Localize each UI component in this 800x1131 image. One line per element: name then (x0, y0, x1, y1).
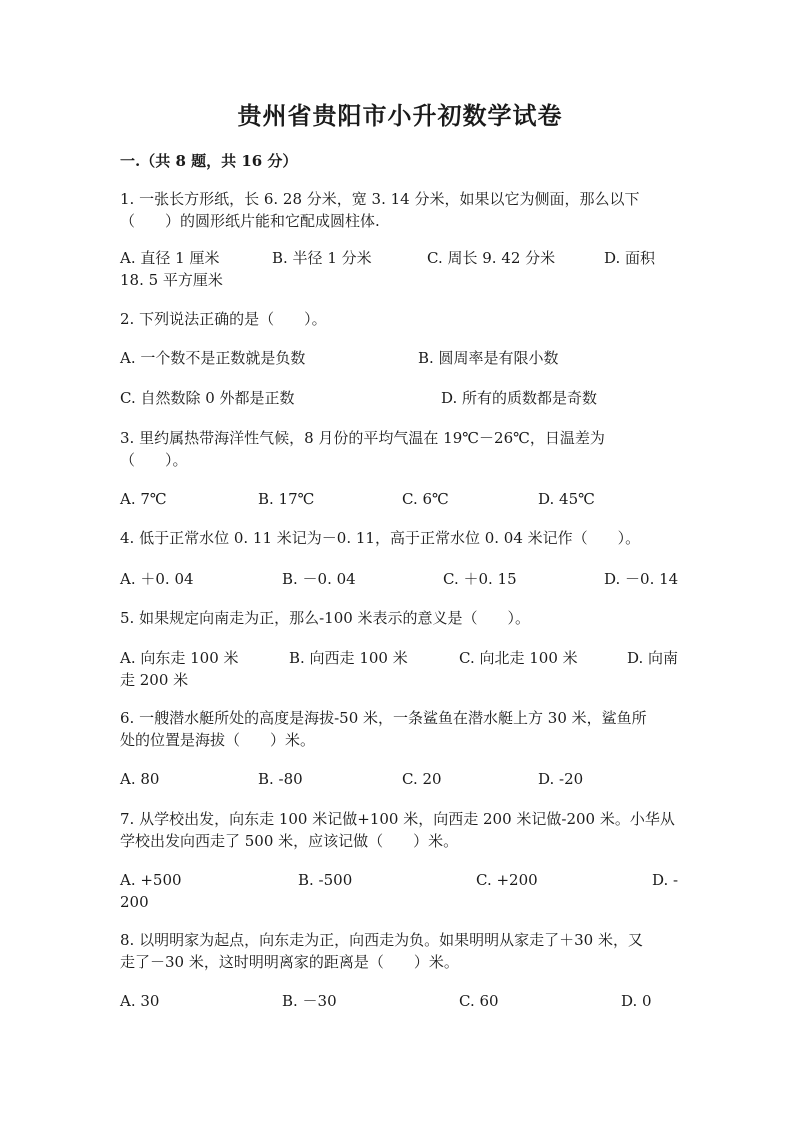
question-6-option-c: C. 20 (402, 770, 442, 788)
question-7-option-d-wrap: 200 (120, 893, 149, 911)
question-8-option-c: C. 60 (459, 992, 499, 1010)
question-3-line-1: 3. 里约属热带海洋性气候，8 月份的平均气温在 19℃－26℃，日温差为 (120, 429, 605, 447)
question-6-option-b: B. -80 (258, 770, 303, 788)
question-1-line-1: 1. 一张长方形纸，长 6. 28 分米，宽 3. 14 分米，如果以它为侧面，那么以下 (120, 190, 640, 208)
question-5-option-a: A. 向东走 100 米 (120, 649, 239, 667)
question-4-option-d: D. －0. 14 (604, 570, 679, 588)
page-title: 贵州省贵阳市小升初数学试卷 (237, 101, 563, 130)
question-3-option-b: B. 17℃ (258, 490, 315, 508)
question-1-option-d: D. 面积 (604, 249, 656, 267)
question-5-line-1: 5. 如果规定向南走为正，那么-100 米表示的意义是（ ）。 (120, 609, 531, 627)
question-3-option-d: D. 45℃ (538, 490, 595, 508)
question-6-line-1: 6. 一艘潜水艇所处的高度是海拔-50 米，一条鲨鱼在潜水艇上方 30 米，鲨鱼所 (120, 709, 647, 727)
question-7-option-c: C. +200 (476, 871, 538, 889)
question-2-option-d: D. 所有的质数都是奇数 (441, 389, 598, 407)
question-7-line-2: 学校出发向西走了 500 米，应该记做（ ）米。 (120, 832, 459, 850)
question-3-option-c: C. 6℃ (402, 490, 449, 508)
question-7-line-1: 7. 从学校出发，向东走 100 米记做+100 米，向西走 200 米记做-200 米。小华从 (120, 810, 675, 828)
question-4-option-a: A. ＋0. 04 (120, 570, 194, 588)
question-6-option-d: D. -20 (538, 770, 584, 788)
question-5-option-d-wrap: 走 200 米 (120, 671, 189, 689)
question-5-option-c: C. 向北走 100 米 (459, 649, 578, 667)
question-8-line-2: 走了－30 米，这时明明离家的距离是（ ）米。 (120, 953, 459, 971)
question-3-line-2: （ ）。 (120, 451, 188, 469)
question-8-line-1: 8. 以明明家为起点，向东走为正，向西走为负。如果明明从家走了＋30 米，又 (120, 931, 643, 949)
question-1-option-a: A. 直径 1 厘米 (120, 249, 220, 267)
question-1-option-d-wrap: 18. 5 平方厘米 (120, 271, 223, 289)
question-1-line-2: （ ）的圆形纸片能和它配成圆柱体. (120, 212, 380, 230)
question-5-option-d: D. 向南 (627, 649, 679, 667)
question-2-option-b: B. 圆周率是有限小数 (418, 349, 559, 367)
question-4-line-1: 4. 低于正常水位 0. 11 米记为－0. 11，高于正常水位 0. 04 米记作（ ）。 (120, 529, 641, 547)
question-2-line-1: 2. 下列说法正确的是（ ）。 (120, 310, 327, 328)
question-5-option-b: B. 向西走 100 米 (289, 649, 408, 667)
section-heading: 一.（共 8 题，共 16 分） (120, 152, 298, 170)
question-7-option-b: B. -500 (298, 871, 353, 889)
question-8-option-a: A. 30 (120, 992, 160, 1010)
question-6-line-2: 处的位置是海拔（ ）米。 (120, 731, 316, 749)
question-8-option-d: D. 0 (621, 992, 652, 1010)
question-4-option-c: C. ＋0. 15 (443, 570, 517, 588)
question-1-option-c: C. 周长 9. 42 分米 (427, 249, 556, 267)
question-6-option-a: A. 80 (120, 770, 160, 788)
question-7-option-a: A. +500 (120, 871, 182, 889)
question-4-option-b: B. －0. 04 (282, 570, 356, 588)
question-2-option-c: C. 自然数除 0 外都是正数 (120, 389, 295, 407)
question-7-option-d: D. - (652, 871, 679, 889)
question-2-option-a: A. 一个数不是正数就是负数 (120, 349, 306, 367)
question-8-option-b: B. －30 (282, 992, 337, 1010)
question-3-option-a: A. 7℃ (120, 490, 167, 508)
question-1-option-b: B. 半径 1 分米 (272, 249, 372, 267)
